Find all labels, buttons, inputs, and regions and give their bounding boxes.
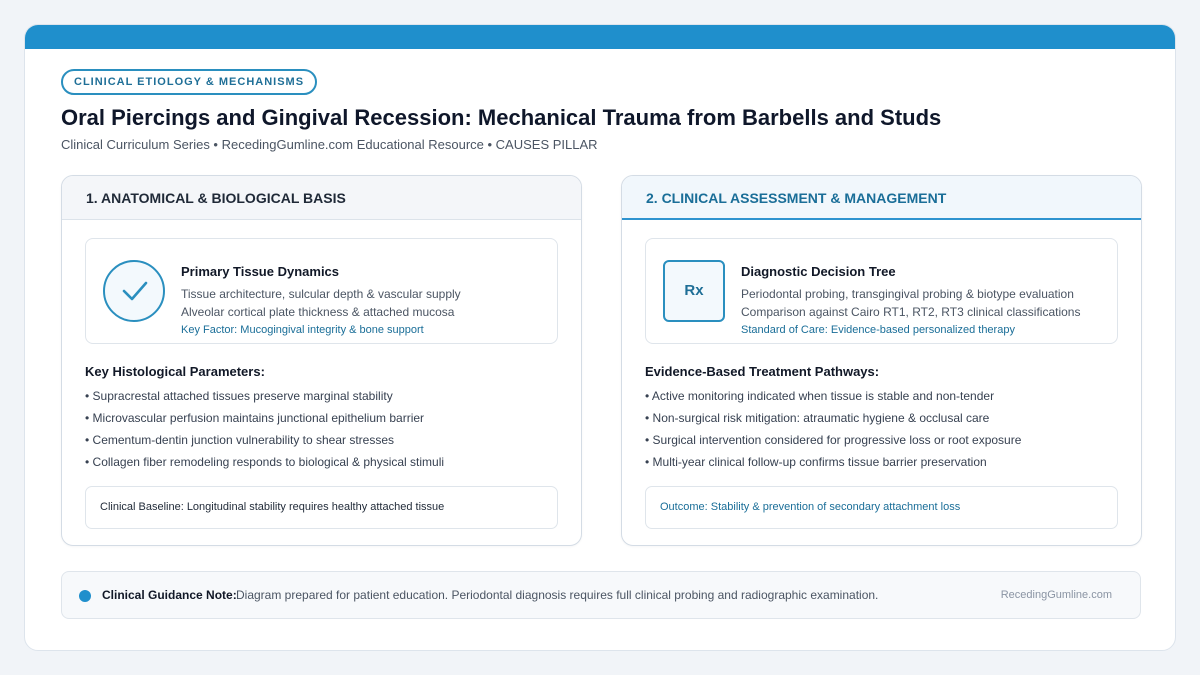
card-text <box>181 264 551 339</box>
clinical-baseline-box: Clinical Baseline: Longitudinal stability requires healthy attached tissue <box>85 486 558 529</box>
rx-icon: Rx <box>663 260 725 322</box>
list-item: • Active monitoring indicated when tissue is stable and non-tender <box>645 385 1021 407</box>
list-item: • Cementum-dentin junction vulnerability to shear stresses <box>85 429 444 451</box>
decision-tree-card <box>645 238 1118 344</box>
card-title: Primary Tissue Dynamics <box>181 264 340 279</box>
brand-text: RecedingGumline.com <box>1000 589 1112 601</box>
infographic-card <box>24 24 1176 651</box>
checkmark-icon <box>103 260 165 322</box>
note-text: Diagram prepared for patient education. Periodontal diagnosis requires full clinical probing and radiographic examination. <box>236 588 879 602</box>
top-accent-bar <box>25 25 1175 49</box>
clinical-assessment-panel <box>621 175 1142 546</box>
bullet-dot-icon <box>79 590 91 602</box>
card-line: Periodontal probing, transgingival probing & biotype evaluation <box>741 287 1074 301</box>
outcome-box: Outcome: Stability & prevention of secondary attachment loss <box>645 486 1118 529</box>
list-item: • Multi-year clinical follow-up confirms tissue barrier preservation <box>645 451 1021 473</box>
bullet-list <box>645 385 1021 473</box>
page-title: Oral Piercings and Gingival Recession: Mechanical Trauma from Barbells and Studs <box>61 105 942 130</box>
category-pill: CLINICAL ETIOLOGY & MECHANISMS <box>61 69 317 95</box>
list-item: • Collagen fiber remodeling responds to biological & physical stimuli <box>85 451 444 473</box>
bullet-list <box>85 385 444 473</box>
panel-heading: 2. CLINICAL ASSESSMENT & MANAGEMENT <box>622 176 1141 220</box>
section-title: Evidence-Based Treatment Pathways: <box>645 364 880 379</box>
card-line: Comparison against Cairo RT1, RT2, RT3 clinical classifications <box>741 305 1081 319</box>
key-factor: Key Factor: Mucogingival integrity & bone support <box>181 324 424 336</box>
list-item: • Surgical intervention considered for progressive loss or root exposure <box>645 429 1021 451</box>
standard-of-care: Standard of Care: Evidence-based personalized therapy <box>741 324 1015 336</box>
list-item: • Non-surgical risk mitigation: atraumatic hygiene & occlusal care <box>645 407 1021 429</box>
card-line: Alveolar cortical plate thickness & attached mucosa <box>181 305 455 319</box>
list-item: • Microvascular perfusion maintains junctional epithelium barrier <box>85 407 444 429</box>
list-item: • Supracrestal attached tissues preserve marginal stability <box>85 385 444 407</box>
panel-heading: 1. ANATOMICAL & BIOLOGICAL BASIS <box>62 176 581 220</box>
section-title: Key Histological Parameters: <box>85 364 265 379</box>
card-text <box>741 264 1111 339</box>
card-title: Diagnostic Decision Tree <box>741 264 896 279</box>
anatomical-basis-panel <box>61 175 582 546</box>
page-subtitle: Clinical Curriculum Series • RecedingGumline.com Educational Resource • CAUSES PILLAR <box>61 137 598 152</box>
tissue-dynamics-card <box>85 238 558 344</box>
guidance-note <box>61 571 1141 619</box>
note-label: Clinical Guidance Note: <box>102 588 237 602</box>
card-line: Tissue architecture, sulcular depth & vascular supply <box>181 287 461 301</box>
